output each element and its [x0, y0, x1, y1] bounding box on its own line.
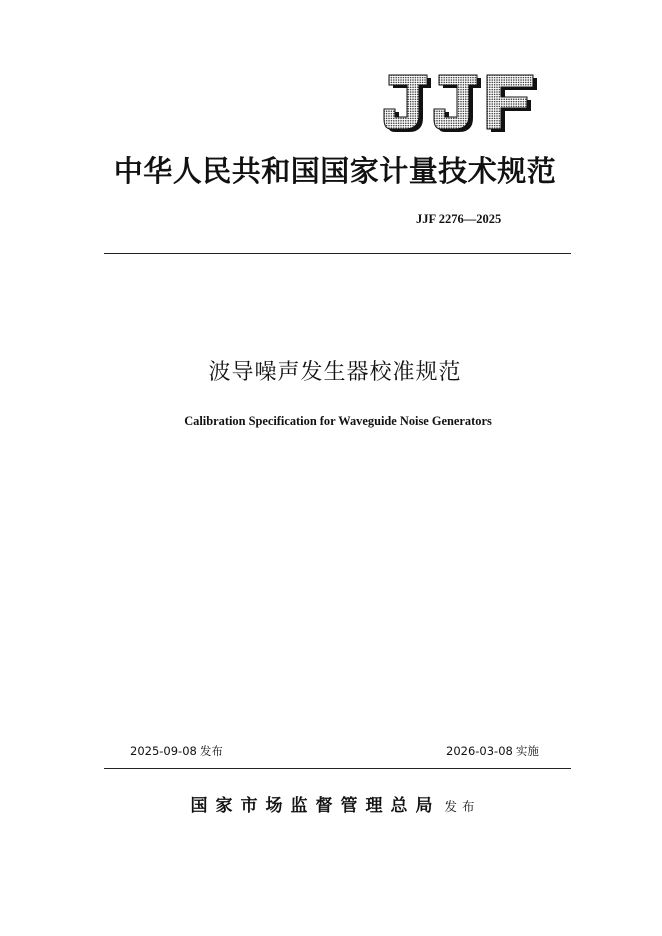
publisher-line — [100, 792, 570, 821]
standard-code: JJF 2276—2025 — [416, 212, 502, 226]
jjf-logo-icon — [383, 74, 539, 136]
publisher-suffix: 发布 — [444, 799, 480, 814]
divider-top — [104, 253, 571, 254]
standard-title: 中华人民共和国国家计量技术规范 — [113, 154, 557, 188]
document-title-en: Calibration Specification for Waveguide Noise Generators — [184, 414, 492, 428]
publisher-name: 国家市场监督管理总局 — [190, 796, 441, 816]
implementation-label: 实施 — [515, 744, 539, 758]
implementation-date: 2026-03-08 — [446, 744, 513, 758]
issue-date: 2025-09-08 — [130, 744, 197, 758]
issue-label: 发布 — [199, 744, 223, 758]
document-title-cn: 波导噪声发生器校准规范 — [208, 360, 462, 385]
implementation-date-line — [446, 743, 539, 759]
issue-date-line — [130, 743, 223, 759]
divider-bottom — [104, 768, 571, 769]
